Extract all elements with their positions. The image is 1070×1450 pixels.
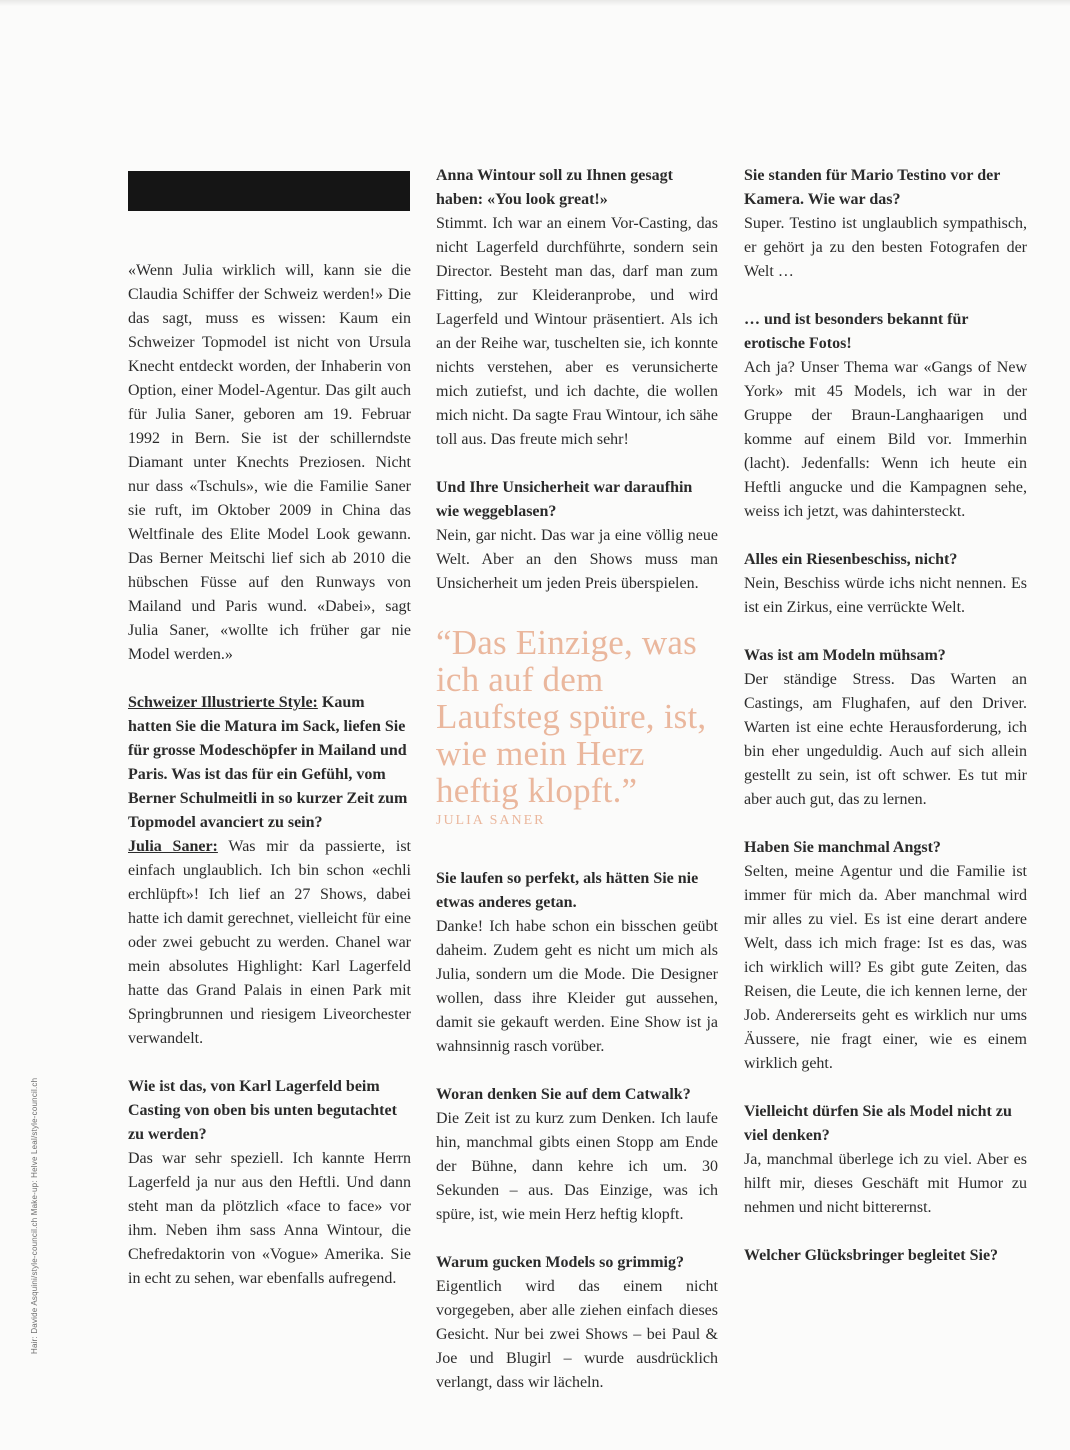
question-6: Woran denken Sie auf dem Catwalk? [436,1086,691,1103]
answer-1-text: Was mir da passierte, ist einfach unglaublich. Ich bin schon «echli erchlüpft»! Ich lief an 27 Shows, dabei hatte ich damit gerechnet, vielleicht für eine oder zwei gebucht zu werden. Chanel war mein absolutes Highlight: Karl Lagerfeld hatte das Grand Palais in einen Park mit Springbrunnen und riesigem Liveorchester verwandelt. [128,838,411,1047]
answer-3: Stimmt. Ich war an einem Vor-Casting, das nicht Lagerfeld durchführte, sondern sein Director. Besteht man das, darf man zum Fitting, zur Kleideranprobe, und wird Lagerfeld und Wintour präsentiert. Als ich an der Reihe war, tuschelten sie, ich konnte nichts verstehen, aber es verunsicherte mich zutiefst, und ich dachte, die wollen mich nicht. Da sagte Frau Wintour, ich sähe toll aus. Das freute mich sehr! [436,215,718,448]
question-11: Was ist am Modeln mühsam? [744,647,946,664]
question-13: Vielleicht dürfen Sie als Model nicht zu viel denken? [744,1103,1012,1144]
answer-13: Ja, manchmal überlege ich zu viel. Aber es hilft mir, dieses Geschäft mit Humor zu nehmen und nicht bitterernst. [744,1151,1027,1216]
column-1 [128,259,411,1291]
column-3 [744,164,1027,1268]
answer-5: Danke! Ich habe schon ein bisschen geübt daheim. Zudem geht es nicht um mich als Julia, sondern um die Mode. Die Designer wollen, dass ihre Kleider gut aussehen, damit sie gekauft werden. Eine Show ist ja wahnsinnig rasch vorüber. [436,918,718,1055]
pull-quote: “Das Einzige, was ich auf dem Laufsteg spüre, ist, wie mein Herz heftig klopft.” [436,623,707,810]
photo-credit: Hair: Davide Asquini/style-council.ch Make-up: Helve Leal/style-council.ch [30,1077,39,1354]
answer-2: Das war sehr speziell. Ich kannte Herrn Lagerfeld ja nur aus den Heftli. Und dann steht man da plötzlich «face to face» vor ihm. Neben ihm sass Anna Wintour, die Chefredaktorin von «Vogue» Amerika. Sie in echt zu sehen, war ebenfalls aufregend. [128,1150,411,1287]
pull-quote-author: JULIA SANER [436,813,546,828]
redacted-heading-bar [128,171,410,211]
question-2: Wie ist das, von Karl Lagerfeld beim Casting von oben bis unten begutachtet zu werden? [128,1078,397,1143]
question-1-speaker: Schweizer Illustrierte Style: [128,694,318,711]
intro-paragraph: «Wenn Julia wirklich will, kann sie die Claudia Schiffer der Schweiz werden!» Die das sagt, muss es wissen: Kaum ein Schweizer Topmodel ist nicht von Ursula Knecht entdeckt worden, der Inhaberin von Option, einer Model-Agentur. Das gilt auch für Julia Saner, geboren am 19. Februar 1992 in Bern. Sie ist der schillerndste Diamant unter Knechts Preziosen. Nicht nur dass «Tschuls», wie die Familie Saner sie ruft, im Oktober 2009 in China das Weltfinale des Elite Model Look gewann. Das Berner Meitschi lief sich ab 2010 die hübschen Füsse auf den Runways von Mailand und Paris wund. «Dabei», sagt Julia Saner, «wollte ich früher gar nie Model werden.» [128,262,411,663]
answer-11: Der ständige Stress. Das Warten an Castings, am Flughafen, auf den Driver. Warten ist eine echte Herausforderung, ich bin eher ungeduldig. Auch auf sich allein gestellt zu sein, ist oft schwer. Es tut mir aber auch gut, das zu lernen. [744,671,1027,808]
question-10: Alles ein Riesenbeschiss, nicht? [744,551,958,568]
question-9: … und ist besonders bekannt für erotische Fotos! [744,311,969,352]
answer-1-speaker: Julia Saner: [128,838,218,855]
answer-1 [128,835,411,1051]
question-5: Sie laufen so perfekt, als hätten Sie nie etwas anderes getan. [436,870,699,911]
page-top-edge [0,0,1070,6]
column-2 [436,164,718,1395]
answer-6: Die Zeit ist zu kurz zum Denken. Ich laufe hin, manchmal gibts einen Stopp am Ende der Bühne, dann kehre ich um. 30 Sekunden – aus. Das Einzige, was ich spüre, ist, wie mein Herz heftig klopft. [436,1110,718,1223]
question-1 [128,691,411,835]
question-7: Warum gucken Models so grimmig? [436,1254,684,1271]
question-8: Sie standen für Mario Testino vor der Kamera. Wie war das? [744,167,1001,208]
answer-12: Selten, meine Agentur und die Familie ist immer für mich da. Aber manchmal wird mir alles zu viel. Es ist eine derart andere Welt, dass ich mich frage: Ist es das, was ich wirklich will? Es gibt gute Zeiten, das Reisen, die Leute, die ich kennen lerne, der Job. Andererseits geht es wirklich nur ums Äussere, nie fragt einer, wie es einem wirklich geht. [744,863,1027,1072]
answer-10: Nein, Beschiss würde ichs nicht nennen. Es ist ein Zirkus, eine verrückte Welt. [744,575,1027,616]
question-12: Haben Sie manchmal Angst? [744,839,941,856]
answer-8: Super. Testino ist unglaublich sympathisch, er gehört ja zu den besten Fotografen der Welt … [744,215,1027,280]
question-1-text: Kaum hatten Sie die Matura im Sack, liefen Sie für grosse Modeschöpfer in Mailand und Paris. Was ist das für ein Gefühl, vom Berner Schulmeitli in so kurzer Zeit zum Topmodel avanciert zu sein? [128,694,408,831]
question-4: Und Ihre Unsicherheit war daraufhin wie weggeblasen? [436,479,693,520]
answer-4: Nein, gar nicht. Das war ja eine völlig neue Welt. Aber an den Shows muss man Unsicherheit um jeden Preis überspielen. [436,527,718,592]
answer-7-start: Eigentlich wird das einem nicht vorgegeben, aber alle ziehen einfach dieses Gesicht. Nur bei zwei Shows – bei Paul & Joe und Blugirl – wurde ausdrücklich verlangt, dass wir lächeln. [436,1278,718,1391]
question-3: Anna Wintour soll zu Ihnen gesagt haben: «You look great!» [436,167,673,208]
question-14: Welcher Glücksbringer begleitet Sie? [744,1247,999,1264]
answer-9: Ach ja? Unser Thema war «Gangs of New York» mit 45 Models, ich war in der Gruppe der Braun-Langhaarigen und komme auf einem Bild vor. Immerhin (lacht). Jedenfalls: Wenn ich heute ein Heftli angucke und die Kampagnen sehe, weiss ich jetzt, was dahintersteckt. [744,359,1027,520]
